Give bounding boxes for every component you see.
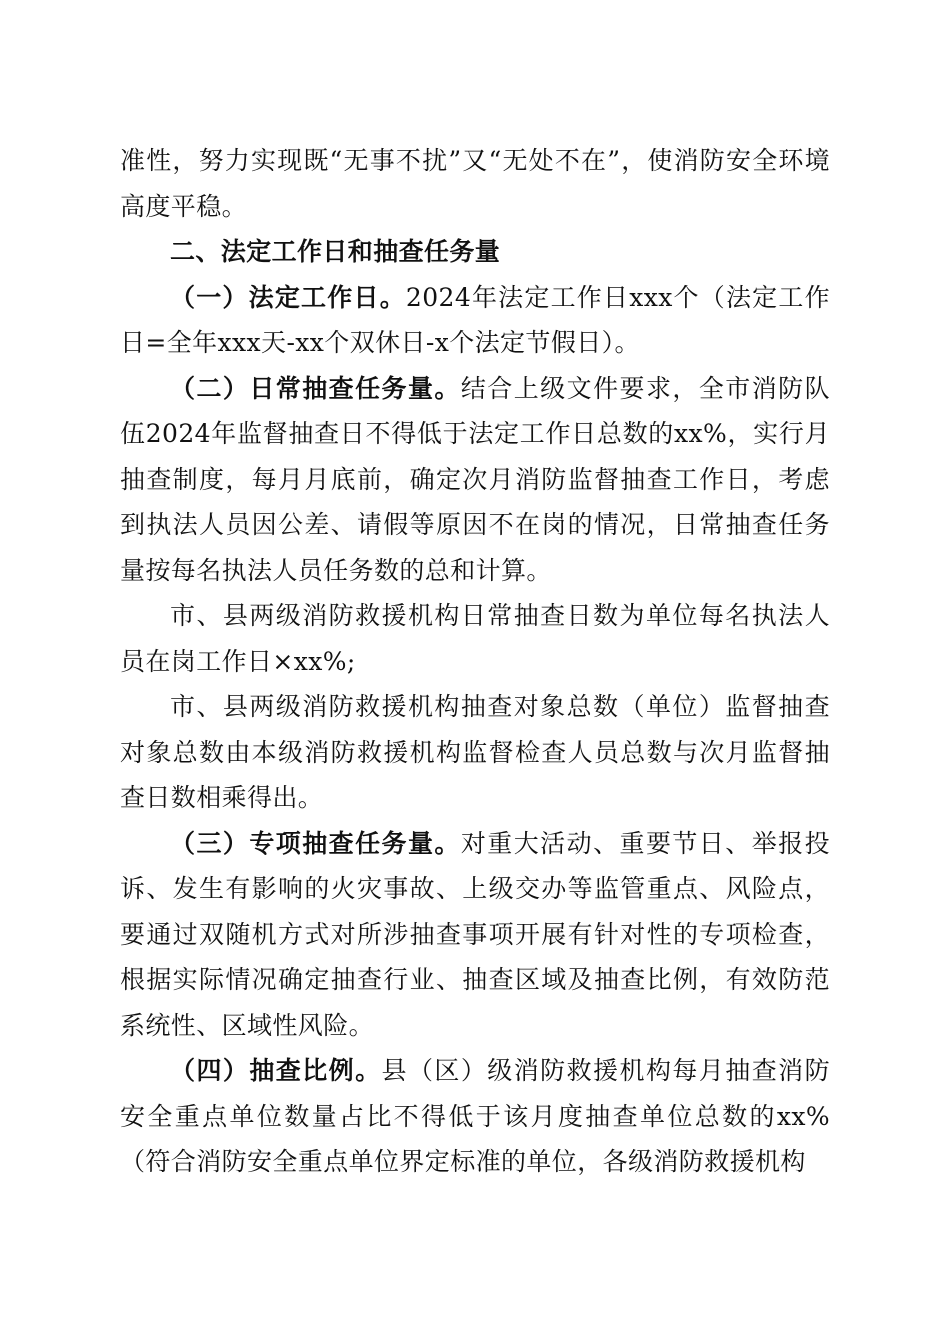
paragraph-statutory-workdays (120, 275, 830, 366)
paragraph-body: 结合上级文件要求，全市消防队伍2024年监督抽查日不得低于法定工作日总数的xx%，实行月抽查制度，每月月底前，确定次月消防监督抽查工作日，考虑到执法人员因公差、请假等原因不在岗的情况，日常抽查任务量按每名执法人员任务数的总和计算。 (120, 373, 830, 585)
paragraph-lead: （二）日常抽查任务量。 (170, 373, 461, 403)
paragraph-special-inspection (120, 821, 830, 1049)
document-page (120, 138, 830, 1185)
paragraph-daily-days: 市、县两级消防救援机构日常抽查日数为单位每名执法人员在岗工作日×xx%; (120, 601, 830, 676)
section-heading: 二、法定工作日和抽查任务量 (170, 237, 501, 266)
paragraph-inspection-ratio (120, 1048, 830, 1185)
paragraph-lead: （四）抽查比例。 (170, 1056, 382, 1085)
paragraph-body: 2024年法定工作日xxx个（法定工作日=全年xxx天-xx个双休日-x个法定节假日）。 (120, 282, 830, 357)
paragraph-body: 对重大活动、重要节日、举报投诉、发生有影响的火灾事故、上级交办等监管重点、风险点，要通过双随机方式对所涉抽查事项开展有针对性的专项检查，根据实际情况确定抽查行业、抽查区域及抽查比例，有效防范系统性、区域性风险。 (120, 828, 830, 1040)
paragraph-daily-inspection (120, 366, 830, 594)
paragraph-lead: （一）法定工作日。 (170, 282, 406, 312)
paragraph-continuation: 准性，努力实现既“无事不扰”又“无处不在”，使消防安全环境高度平稳。 (120, 146, 830, 221)
paragraph-body: 县（区）级消防救援机构每月抽查消防安全重点单位数量占比不得低于该月度抽查单位总数的xx%（符合消防安全重点单位界定标准的单位，各级消防救援机构 (120, 1056, 830, 1176)
paragraph-object-total: 市、县两级消防救援机构抽查对象总数（单位）监督抽查对象总数由本级消防救援机构监督检查人员总数与次月监督抽查日数相乘得出。 (120, 692, 830, 812)
paragraph-lead: （三）专项抽查任务量。 (170, 828, 461, 858)
